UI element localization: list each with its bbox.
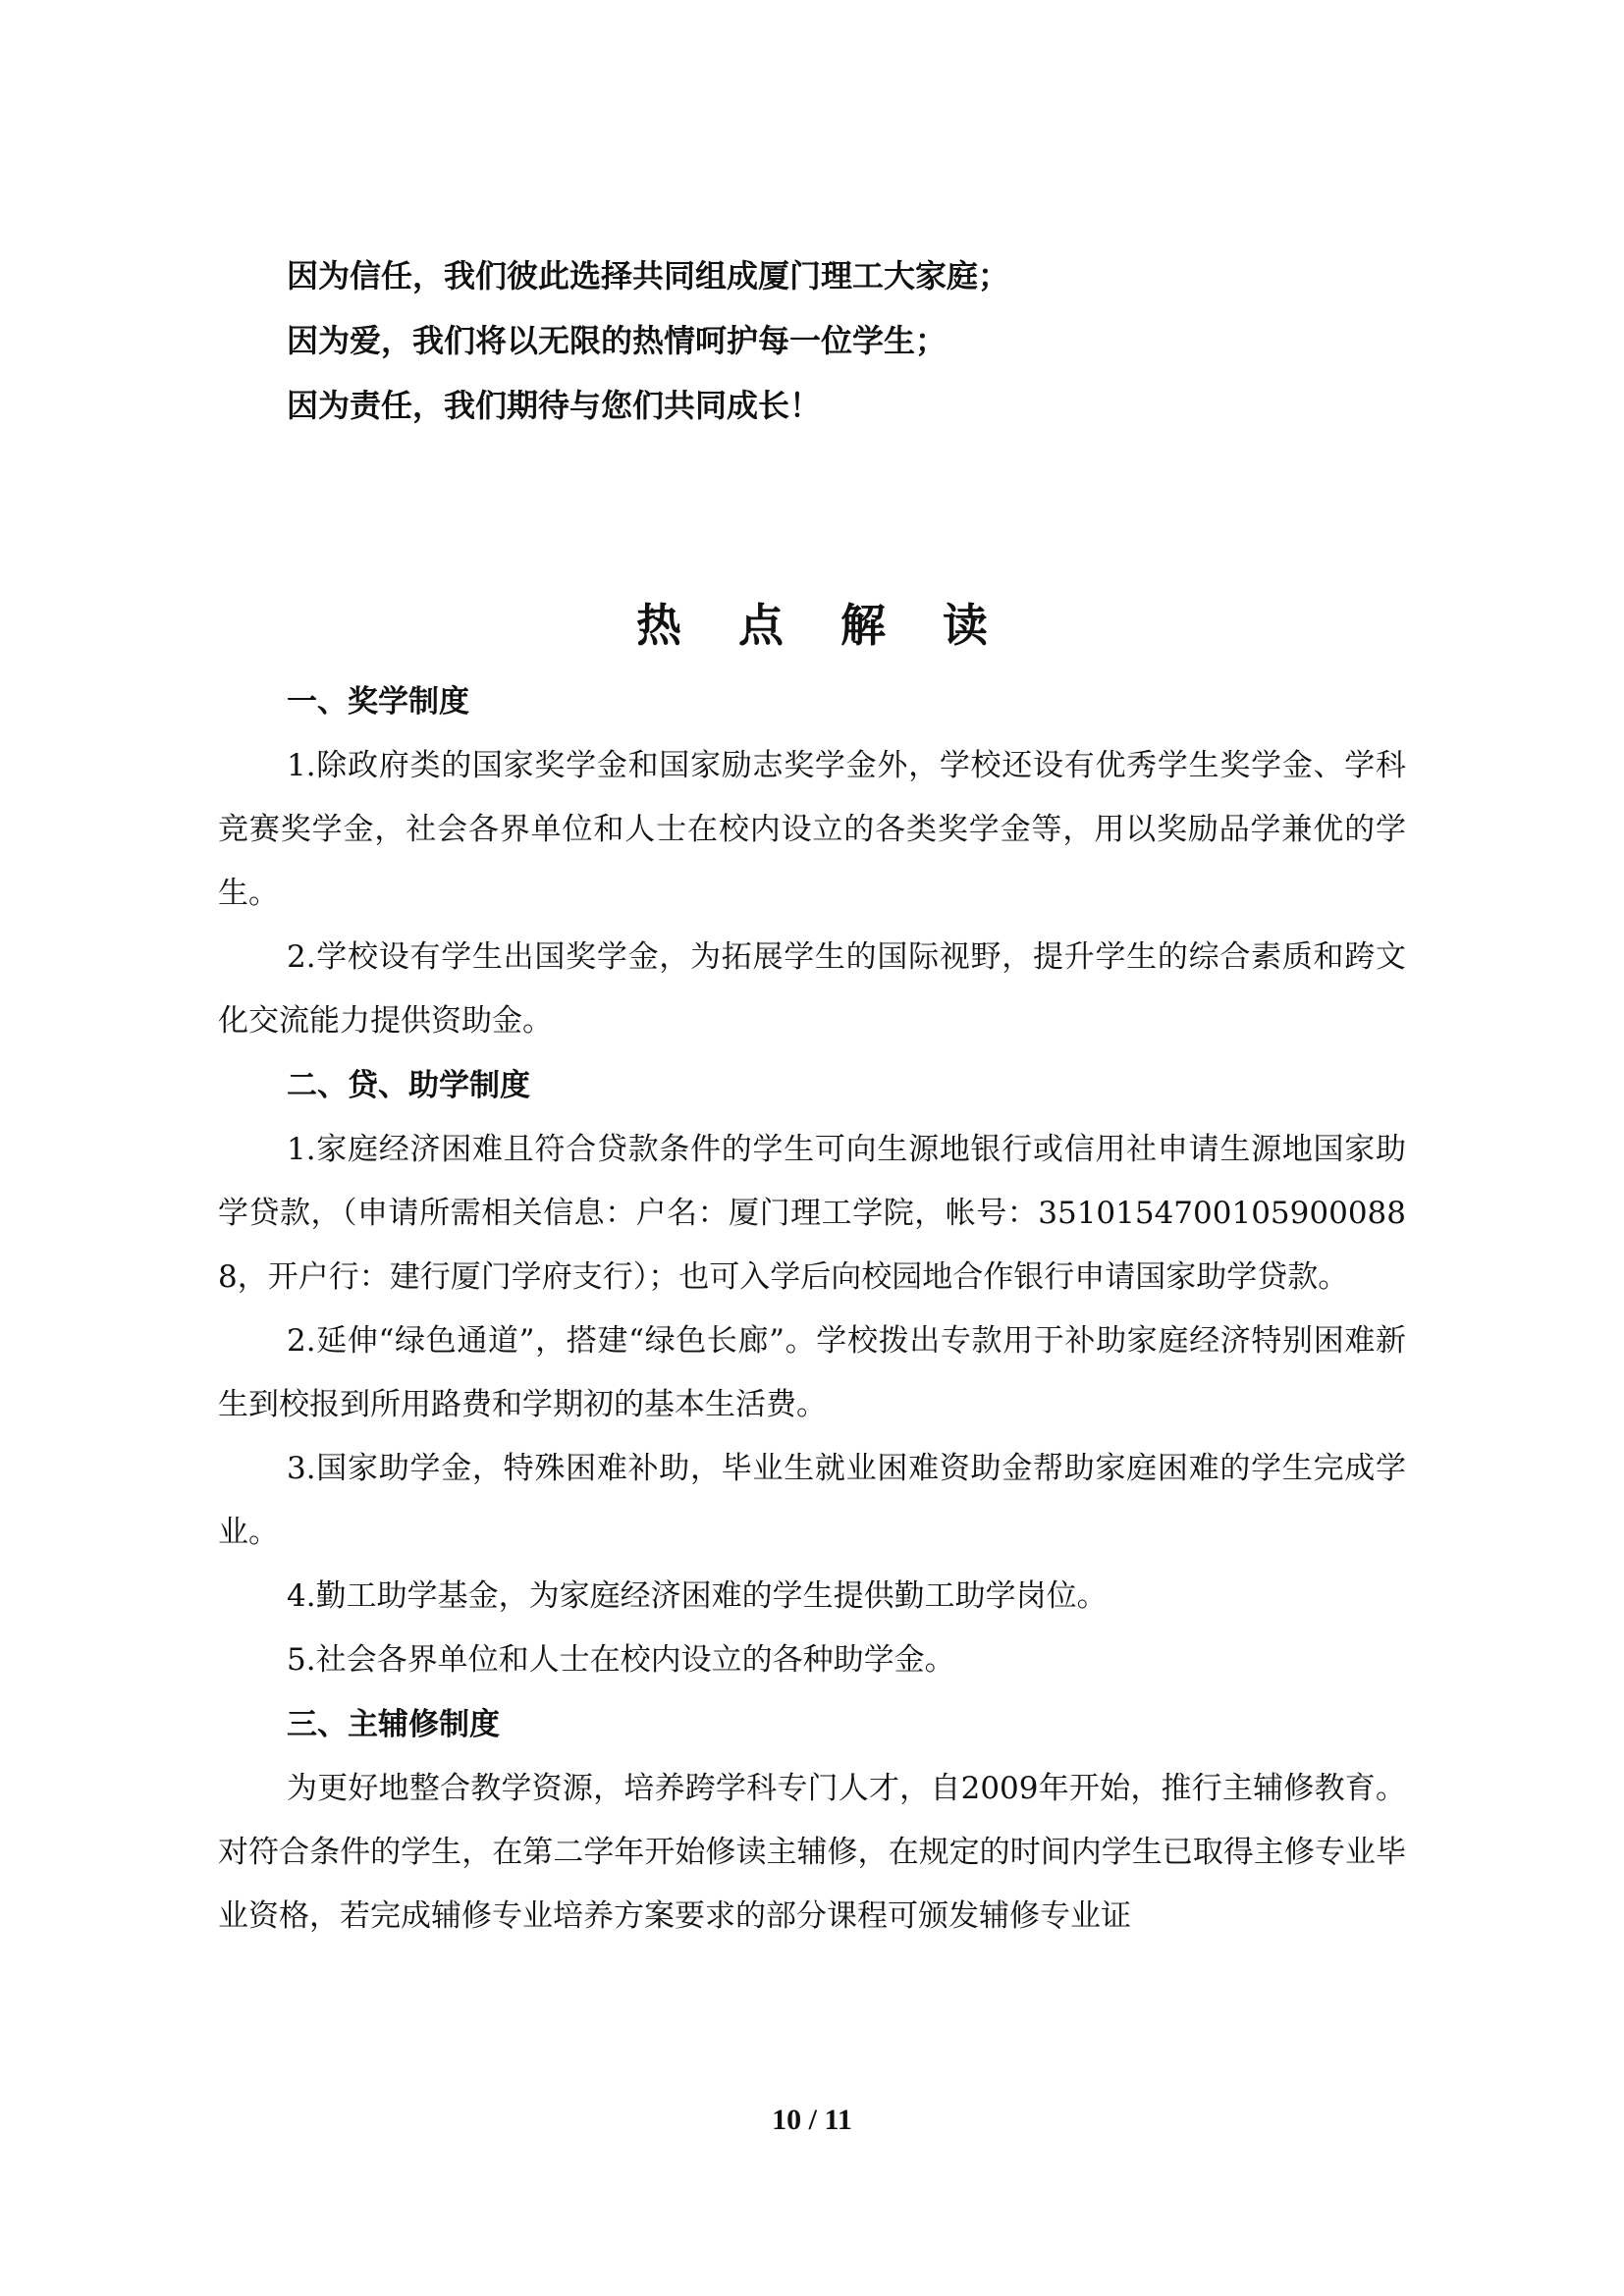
motto-line-2: 因为爱，我们将以无限的热情呵护每一位学生； [287,322,947,359]
page-number: 10 / 11 [772,2104,852,2136]
paragraph: 1.家庭经济困难且符合贷款条件的学生可向生源地银行或信用社申请生源地国家助学贷款，（申请所需相关信息：户名：厦门理工学院，帐号：35101547001059000888，开户行：建行厦门学府支行）；也可入学后向校园地合作银行申请国家助学贷款。 [218,1132,1406,1295]
section-heading: 三、主辅修制度 [287,1707,500,1742]
paragraph: 为更好地整合教学资源，培养跨学科专门人才，自2009年开始，推行主辅修教育。对符合条件的学生，在第二学年开始修读主辅修，在规定的时间内学生已取得主修专业毕业资格，若完成辅修专业培养方案要求的部分课程可颁发辅修专业证 [218,1771,1406,1934]
paragraph: 2.学校设有学生出国奖学金，为拓展学生的国际视野，提升学生的综合素质和跨文化交流能力提供资助金。 [218,939,1406,1039]
page-title: 热点解读 [636,599,1045,652]
motto-block [287,243,1426,438]
paragraph: 2.延伸“绿色通道”，搭建“绿色长廊”。学校拨出专款用于补助家庭经济特别困难新生到校报到所用路费和学期初的基本生活费。 [218,1323,1406,1422]
paragraph: 3.国家助学金，特殊困难补助，毕业生就业困难资助金帮助家庭困难的学生完成学业。 [218,1451,1406,1550]
paragraph: 1.除政府类的国家奖学金和国家励志奖学金外，学校还设有优秀学生奖学金、学科竞赛奖学金，社会各界单位和人士在校内设立的各类奖学金等，用以奖励品学兼优的学生。 [218,748,1406,911]
main-content [218,669,1406,1949]
section-minor-program [218,1692,1406,1949]
section-heading: 二、贷、助学制度 [287,1068,530,1103]
paragraph: 5.社会各界单位和人士在校内设立的各种助学金。 [287,1642,955,1678]
section-scholarship [218,669,1406,1053]
motto-line-3: 因为责任，我们期待与您们共同成长！ [287,387,822,424]
motto-line-1: 因为信任，我们彼此选择共同组成厦门理工大家庭； [287,257,1010,294]
section-heading: 一、奖学制度 [287,684,469,720]
paragraph: 4.勤工助学基金，为家庭经济困难的学生提供勤工助学岗位。 [287,1578,1108,1614]
section-loans-aid [218,1053,1406,1692]
